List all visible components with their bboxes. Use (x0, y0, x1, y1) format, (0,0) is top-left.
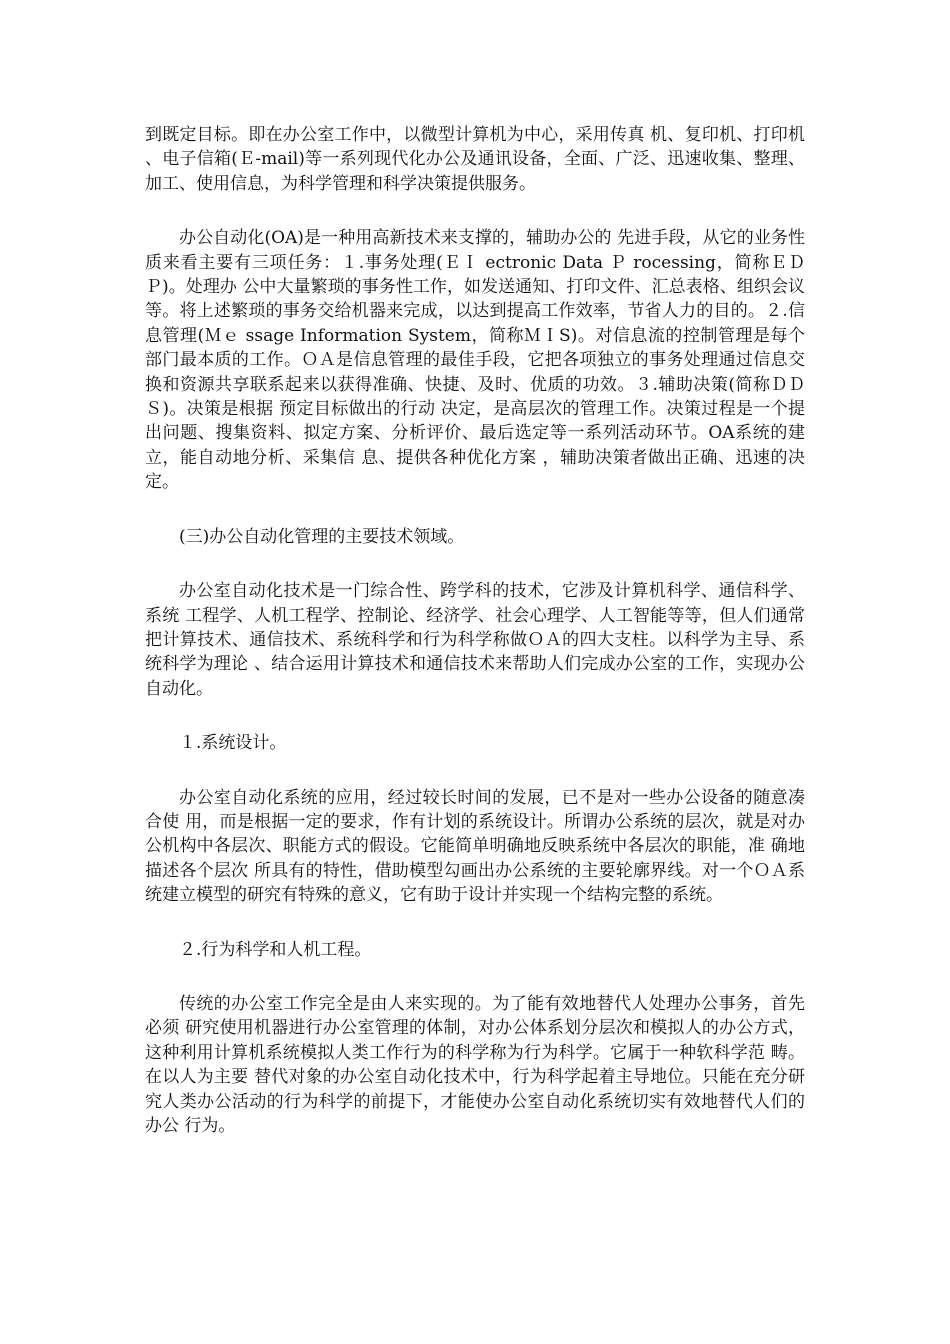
subheading-behavioral-science: ２.行为科学和人机工程。 (179, 939, 372, 960)
document-body (145, 123, 805, 1168)
paragraph-oa-tasks: 办公自动化(OA)是一种用高新技术来支撑的，辅助办公的 先进手段，从它的业务性质来看主要有三项任务：１.事务处理(ＥＩ ectronic Data Ｐ rocessing，简称ＥＤＰ)。处理办 公中大量繁琐的事务性工作，如发送通知、打印文件、汇总表格、组织会议等。将上述繁琐的事务交给机器来完成，以达到提高工作效率，节省人力的目的。２.信 息管理(Ｍｅ ssage Information System，简称ＭＩS)。对信息流的控制管理是每个部门最本质的工作。ＯＡ是信息管理的最佳手段，它把各项独立的事务处理通过信息交换和资源共享联系起来以获得准确、快捷、及时、优质的功效。３.辅助决策(简称ＤＤＳ)。决策是根据 预定目标做出的行动 决定，是高层次的管理工作。决策过程是一个提出问题、搜集资料、拟定方案、分析评价、最后选定等一系列活动环节。OA系统的建立，能自动地分析、采集信 息、提供各种优化方案 ，辅助决策者做出正确、迅速的决定。 (145, 228, 805, 493)
paragraph-behavioral-science: 传统的办公室工作完全是由人来实现的。为了能有效地替代人处理办公事务，首先必须 研究使用机器进行办公室管理的体制，对办公体系划分层次和模拟人的办公方式，这种利用计算机系统模拟人类工作行为的科学称为行为科学。它属于一种软科学范 畴。在以人为主要 替代对象的办公室自动化技术中，行为科学起着主导地位。只能在充分研究人类办公活动的行为科学的前提下，才能使办公室自动化系统切实有效地替代人们的办公 行为。 (145, 993, 805, 1136)
paragraph-continuation: 到既定目标。即在办公室工作中，以微型计算机为中心，采用传真 机、复印机、打印机 、电子信箱(Ｅ-mail)等一系列现代化办公及通讯设备，全面、广泛、迅速收集、整理、加工、使用信息，为科学管理和科学决策提供服务。 (145, 125, 805, 194)
section-heading-tech-fields: (三)办公自动化管理的主要技术领域。 (179, 526, 465, 547)
paragraph-oa-technology: 办公室自动化技术是一门综合性、跨学科的技术，它涉及计算机科学、通信科学、系统 工程学、人机工程学、控制论、经济学、社会心理学、人工智能等等，但人们通常把计算技术、通信技术、系统科学和行为科学称做ＯＡ的四大支柱。以科学为主导、系统科学为理论 、结合运用计算技术和通信技术来帮助人们完成办公室的工作，实现办公自动化。 (145, 581, 805, 699)
paragraph-system-design: 办公室自动化系统的应用，经过较长时间的发展，已不是对一些办公设备的随意凑合使 用，而是根据一定的要求，作有计划的系统设计。所谓办公系统的层次，就是对办公机构中各层次、职能方式的假设。它能简单明确地反映系统中各层次的职能，准 确地描述各个层次 所具有的特性，借助模型勾画出办公系统的主要轮廓界线。对一个ＯＡ系统建立模型的研究有特殊的意义，它有助于设计并实现一个结构完整的系统。 (145, 787, 805, 906)
subheading-system-design: １.系统设计。 (179, 733, 287, 754)
